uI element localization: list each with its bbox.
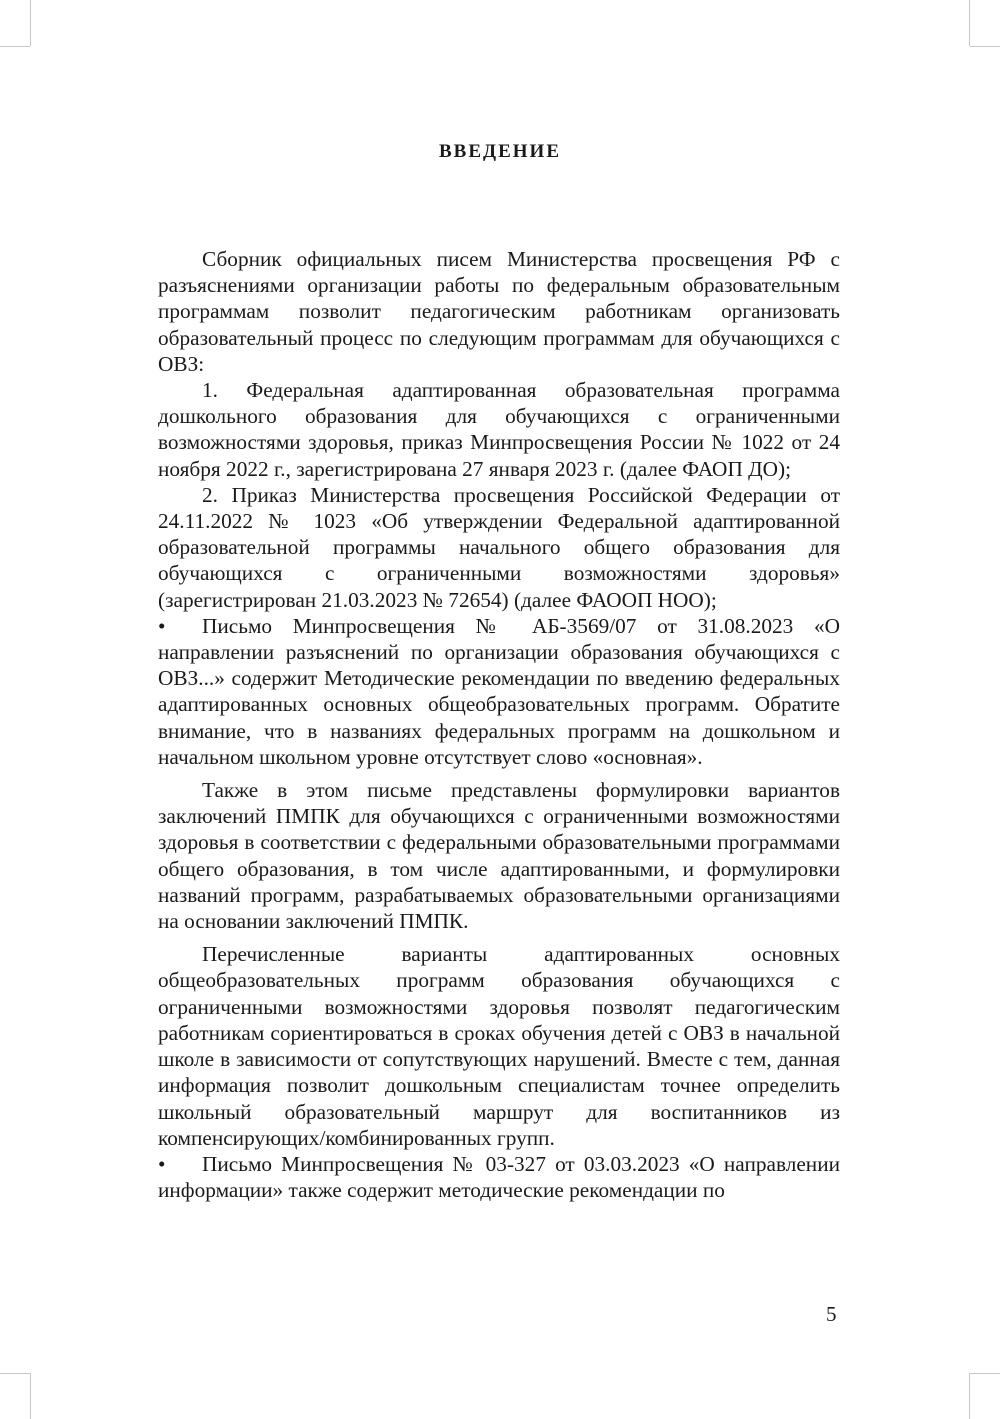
paragraph-pmpk: Также в этом письме представлены формулировки вариантов заключений ПМПК для обучающихся с ограниченными возможностями здоровья в соответствии с федеральными образовательными программами общего образования, в том числе адаптированными, и формулировки названий программ, разрабатываемых образовательными организациями на основании заключений ПМПК.: [158, 778, 840, 934]
page-number: 5: [826, 1302, 837, 1326]
paragraph-intro: Сборник официальных писем Министерства просвещения РФ с разъяснениями организации работы по федеральным образовательным программам позволит педагогическим работникам организовать образовательный процесс по следующим программам для обучающихся с ОВЗ:: [158, 247, 840, 376]
bullet-icon: •: [158, 1151, 166, 1176]
crop-mark-bottom-left-h: [0, 1373, 30, 1374]
crop-mark-top-right: [969, 0, 970, 46]
paragraph-item-1: 1. Федеральная адаптированная образовательная программа дошкольного образования для обучающихся с ограниченными возможностями здоровья, приказ Минпросвещения России № 1022 от 24 ноября 2022 г., зарегистрирована 27 января 2023 г. (далее ФАОП ДО);: [158, 378, 840, 481]
crop-mark-top-left: [30, 0, 31, 46]
paragraph-variants: Перечисленные варианты адаптированных основных общеобразовательных программ образования обучающихся с ограниченными возможностями здоровья позволят педагогическим работникам сориентироваться в сроках обучения детей с ОВЗ в начальной школе в зависимости от сопутствующих нарушений. Вместе с тем, данная информация позволит дошкольным специалистам точнее определить школьный образовательный маршрут для воспитанников из компенсирующих/комбинированных групп.: [158, 942, 840, 1150]
bullet-text: Письмо Минпросвещения № АБ-3569/07 от 31.08.2023 «О направлении разъяснений по организации образования обучающихся с ОВЗ...» содержит Методические рекомендации по введению федеральных адаптированных основных общеобразовательных программ. Обратите внимание, что в названиях федеральных программ на дошкольном и начальном школьном уровне отсутствует слово «основная».: [158, 613, 840, 769]
crop-mark-top-right-h: [970, 46, 1000, 47]
crop-mark-top-left-h: [0, 46, 30, 47]
page-title: ВВЕДЕНИЕ: [439, 141, 561, 162]
crop-mark-bottom-right-h: [970, 1373, 1000, 1374]
crop-mark-bottom-left: [30, 1373, 31, 1419]
bullet-paragraph-letter-03: [158, 1151, 840, 1203]
bullet-icon: •: [158, 613, 166, 638]
bullet-paragraph-letter-ab: [158, 613, 840, 770]
crop-mark-bottom-right: [969, 1373, 970, 1419]
paragraph-item-2: 2. Приказ Министерства просвещения Российской Федерации от 24.11.2022 № 1023 «Об утверждении Федеральной адаптированной образовательной программы начального общего образования для обучающихся с ограниченными возможностями здоровья» (зарегистрирован 21.03.2023 № 72654) (далее ФАООП НОО);: [158, 482, 840, 612]
body-text: [158, 246, 840, 1203]
bullet-text: Письмо Минпросвещения № 03-327 от 03.03.2023 «О направлении информации» также содержит методические рекомендации по: [158, 1151, 840, 1203]
